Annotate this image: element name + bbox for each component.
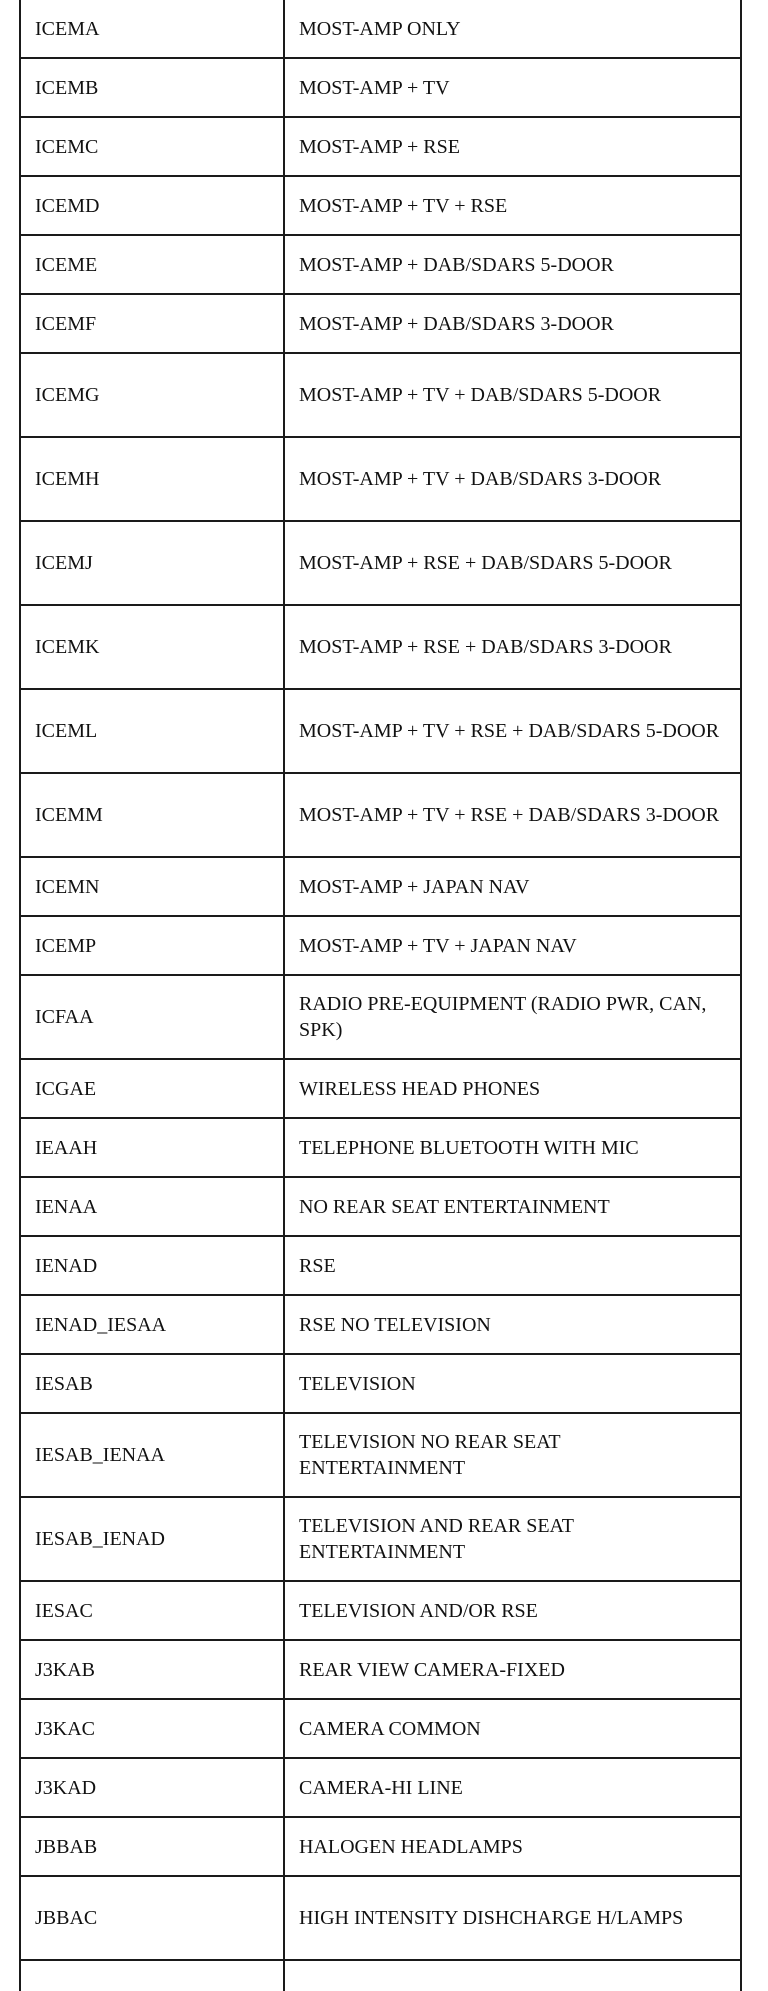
description-cell: RADIO PRE-EQUIPMENT (RADIO PWR, CAN, SPK) (284, 975, 741, 1059)
code-cell: ICEMP (20, 916, 284, 975)
table-row (20, 176, 741, 235)
description-cell: HALOGEN HEADLAMPS (284, 1817, 741, 1876)
table-row (20, 689, 741, 773)
code-cell: IENAD_IESAA (20, 1295, 284, 1354)
description-cell: WIRELESS HEAD PHONES (284, 1059, 741, 1118)
code-cell: IENAA (20, 1177, 284, 1236)
table-row (20, 1581, 741, 1640)
table-row (20, 1497, 741, 1581)
table-row (20, 1354, 741, 1413)
description-cell: NO REAR SEAT ENTERTAINMENT (284, 1177, 741, 1236)
description-cell: MOST-AMP ONLY (284, 0, 741, 58)
code-cell: J3KAB (20, 1640, 284, 1699)
table-row (20, 605, 741, 689)
description-cell: MOST-AMP + TV + DAB/SDARS 3-DOOR (284, 437, 741, 521)
description-cell: CAMERA-HI LINE (284, 1758, 741, 1817)
code-cell: ICEMN (20, 857, 284, 916)
table-row (20, 1758, 741, 1817)
table-row (20, 1876, 741, 1960)
description-cell: TELEVISION NO REAR SEAT ENTERTAINMENT (284, 1413, 741, 1497)
description-cell: RSE NO TELEVISION (284, 1295, 741, 1354)
code-cell: ICEMD (20, 176, 284, 235)
description-cell: MOST-AMP + RSE (284, 117, 741, 176)
code-cell: ICEMB (20, 58, 284, 117)
table-row (20, 117, 741, 176)
description-cell: CAMERA COMMON (284, 1699, 741, 1758)
table-row (20, 235, 741, 294)
code-cell: IESAC (20, 1581, 284, 1640)
description-cell: MOST-AMP + DAB/SDARS 3-DOOR (284, 294, 741, 353)
description-cell: HIGH INTENSITY DISHCHARGE H/LAMPS (284, 1876, 741, 1960)
table-row (20, 294, 741, 353)
code-cell: ICEMH (20, 437, 284, 521)
table-row (20, 1177, 741, 1236)
description-cell: RSE (284, 1236, 741, 1295)
description-cell: TELEVISION AND REAR SEAT ENTERTAINMENT (284, 1497, 741, 1581)
code-cell: ICEMA (20, 0, 284, 58)
table-row (20, 857, 741, 916)
code-cell: ICEMK (20, 605, 284, 689)
description-cell: MOST-AMP + TV (284, 58, 741, 117)
description-cell: MOST-AMP + TV + DAB/SDARS 5-DOOR (284, 353, 741, 437)
description-cell: MOST-AMP + TV + RSE (284, 176, 741, 235)
table-row (20, 1817, 741, 1876)
table-row (20, 1059, 741, 1118)
code-cell: IESAB_IENAA (20, 1413, 284, 1497)
code-cell: J3KAC (20, 1699, 284, 1758)
code-cell: JBBAC (20, 1876, 284, 1960)
table-row (20, 975, 741, 1059)
description-cell: MOST-AMP + DAB/SDARS 5-DOOR (284, 235, 741, 294)
description-cell: MOST-AMP + JAPAN NAV (284, 857, 741, 916)
table-row (20, 437, 741, 521)
option-code-table (19, 0, 742, 1991)
description-cell: TELEPHONE BLUETOOTH WITH MIC (284, 1118, 741, 1177)
table-row (20, 1699, 741, 1758)
code-cell: ICGAE (20, 1059, 284, 1118)
table-row (20, 1236, 741, 1295)
table-body (20, 0, 741, 1991)
code-cell: ICEMF (20, 294, 284, 353)
description-cell: TELEVISION AND/OR RSE (284, 1581, 741, 1640)
code-cell: IEAAH (20, 1118, 284, 1177)
table-row (20, 773, 741, 857)
code-cell: IESAB_IENAD (20, 1497, 284, 1581)
code-cell: J3KAD (20, 1758, 284, 1817)
description-cell: MOST-AMP + RSE + DAB/SDARS 3-DOOR (284, 605, 741, 689)
code-cell: ICEMM (20, 773, 284, 857)
code-cell-empty (20, 1960, 284, 1991)
code-cell: IENAD (20, 1236, 284, 1295)
description-cell-empty (284, 1960, 741, 1991)
code-cell: ICFAA (20, 975, 284, 1059)
table-row (20, 1295, 741, 1354)
code-cell: ICEMJ (20, 521, 284, 605)
table-row (20, 1640, 741, 1699)
table-row (20, 1118, 741, 1177)
code-cell: JBBAB (20, 1817, 284, 1876)
description-cell: MOST-AMP + RSE + DAB/SDARS 5-DOOR (284, 521, 741, 605)
code-cell: ICEMG (20, 353, 284, 437)
description-cell: MOST-AMP + TV + RSE + DAB/SDARS 3-DOOR (284, 773, 741, 857)
code-cell: ICEML (20, 689, 284, 773)
description-cell: REAR VIEW CAMERA-FIXED (284, 1640, 741, 1699)
table-row (20, 0, 741, 58)
code-cell: ICEME (20, 235, 284, 294)
table-row (20, 353, 741, 437)
description-cell: MOST-AMP + TV + JAPAN NAV (284, 916, 741, 975)
table-row (20, 916, 741, 975)
code-cell: ICEMC (20, 117, 284, 176)
table-row (20, 58, 741, 117)
table-row (20, 521, 741, 605)
table-row (20, 1413, 741, 1497)
table-row-partial (20, 1960, 741, 1991)
description-cell: TELEVISION (284, 1354, 741, 1413)
code-cell: IESAB (20, 1354, 284, 1413)
description-cell: MOST-AMP + TV + RSE + DAB/SDARS 5-DOOR (284, 689, 741, 773)
